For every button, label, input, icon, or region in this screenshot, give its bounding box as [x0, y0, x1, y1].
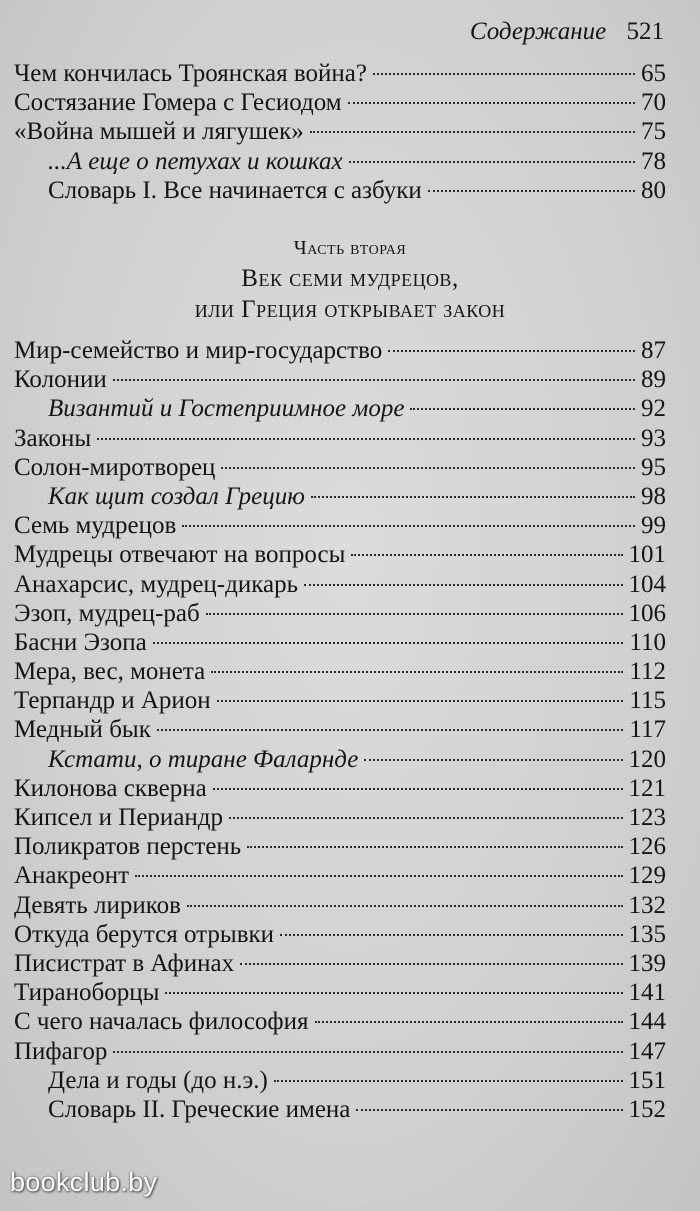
toc-entry-page: 129 — [628, 862, 666, 890]
toc-entry-title: Законы — [14, 424, 92, 452]
dot-leader — [351, 554, 622, 556]
toc-entry-title: Медный бык — [14, 716, 151, 744]
toc-entry-page: 87 — [641, 337, 666, 364]
dot-leader — [229, 817, 622, 819]
dot-leader — [304, 584, 623, 586]
toc-entry-title: Солон-миротворец — [14, 453, 216, 481]
toc-entry-page: 151 — [628, 1066, 666, 1094]
toc-entry-title: Словарь II. Греческие имена — [48, 1095, 351, 1123]
dot-leader — [311, 496, 635, 498]
toc-entry — [14, 921, 666, 950]
toc-entry — [14, 118, 666, 147]
toc-entry — [14, 658, 666, 687]
dot-leader — [165, 992, 622, 994]
toc-entry — [14, 892, 666, 921]
toc-entry-title: Чем кончилась Троянская война? — [14, 60, 367, 87]
toc-entry-title: Кстати, о тиране Фаларнде — [48, 745, 359, 773]
toc-entry — [14, 1067, 666, 1096]
toc-entry — [14, 746, 666, 775]
dot-leader — [274, 1080, 623, 1082]
toc-entry-page: 70 — [641, 89, 666, 117]
toc-entry-page: 132 — [628, 891, 666, 919]
toc-entry — [14, 629, 666, 658]
watermark-text: bookclub.by — [10, 1167, 158, 1197]
toc-entry — [14, 804, 666, 833]
toc-entry-page: 101 — [628, 541, 666, 569]
toc-entry-title: С чего началась философия — [14, 1008, 309, 1036]
toc-entry-title: Словарь I. Все начинается с азбуки — [48, 176, 422, 204]
toc-entry — [14, 366, 666, 395]
toc-entry-page: 106 — [628, 599, 666, 627]
toc-top-list — [14, 60, 666, 206]
toc-entry-title: Анахарсис, мудрец-дикарь — [14, 570, 298, 598]
toc-entry — [14, 395, 666, 424]
toc-entry-page: 80 — [641, 176, 666, 204]
toc-entry-page: 112 — [629, 658, 666, 686]
toc-entry-page: 147 — [628, 1037, 666, 1065]
toc-entry — [14, 454, 666, 483]
toc-entry-page: 98 — [641, 482, 666, 510]
dot-leader — [187, 905, 623, 907]
dot-leader — [113, 379, 635, 381]
toc-entry-title: Дела и годы (до н.э.) — [48, 1066, 268, 1094]
part-title-line1: Век семи мудрецов, — [241, 265, 459, 292]
toc-entry-page: 65 — [641, 60, 666, 87]
toc-entry-title: ...А еще о петухах и кошках — [48, 147, 343, 175]
toc-entry-title: Поликратов перстень — [14, 833, 242, 861]
dot-leader — [206, 613, 623, 615]
dot-leader — [97, 438, 635, 440]
toc-entry-page: 123 — [628, 804, 666, 831]
toc-entry-title: Состязание Гомера с Гесиодом — [14, 89, 342, 117]
toc-entry — [14, 483, 666, 512]
toc-entry-page: 92 — [641, 395, 666, 423]
dot-leader — [388, 350, 635, 352]
running-head-page-number: 521 — [626, 18, 664, 45]
toc-entry-title: Килонова скверна — [14, 774, 207, 802]
toc-entry — [14, 177, 666, 206]
toc-entry — [14, 979, 666, 1008]
toc-entry-title: Кипсел и Периандр — [14, 804, 224, 831]
toc-entry — [14, 512, 666, 541]
toc-entry-title: Терпандр и Арион — [14, 687, 211, 715]
toc-entry-title: Девять лириков — [14, 891, 181, 919]
toc-entry-title: Мудрецы отвечают на вопросы — [14, 541, 346, 569]
dot-leader — [349, 161, 635, 163]
toc-entry — [14, 833, 666, 862]
toc-entry — [14, 148, 666, 177]
toc-entry-title: Тираноборцы — [14, 979, 160, 1007]
toc-entry-title: Византий и Гостеприимное море — [48, 395, 405, 423]
dot-leader — [135, 875, 622, 877]
dot-leader — [348, 102, 635, 104]
dot-leader — [315, 1021, 623, 1023]
dot-leader — [157, 729, 624, 731]
toc-entry-page: 139 — [628, 949, 666, 977]
toc-entry — [14, 1038, 666, 1067]
toc-entry — [14, 1096, 666, 1125]
dot-leader — [217, 700, 624, 702]
toc-entry-page: 95 — [641, 453, 666, 481]
toc-entry-page: 115 — [629, 687, 666, 715]
toc-entry-page: 110 — [629, 628, 666, 656]
toc-entry — [14, 950, 666, 979]
toc-entry-page: 144 — [628, 1008, 666, 1036]
toc-entry-page: 78 — [641, 147, 666, 175]
toc-entry — [14, 571, 666, 600]
dot-leader — [247, 846, 622, 848]
toc-entry — [14, 775, 666, 804]
toc-entry — [14, 862, 666, 891]
part-title-line2: или Греция открывает закон — [194, 296, 506, 323]
toc-entry-page: 152 — [628, 1095, 666, 1123]
toc-entry — [14, 337, 666, 366]
toc-entry — [14, 89, 666, 118]
running-head — [470, 18, 664, 46]
dot-leader — [364, 759, 622, 761]
toc-entry-title: Мера, вес, монета — [14, 658, 206, 686]
dot-leader — [240, 963, 622, 965]
toc-entry-title: Как щит создал Грецию — [48, 482, 305, 510]
toc-entry-title: Семь мудрецов — [14, 512, 177, 540]
dot-leader — [182, 525, 635, 527]
toc-entry — [14, 1008, 666, 1037]
toc-entry-page: 121 — [628, 774, 666, 802]
dot-leader — [153, 642, 624, 644]
running-head-title: Содержание — [469, 18, 607, 45]
dot-leader — [428, 190, 635, 192]
toc-entry — [14, 687, 666, 716]
toc-entry — [14, 716, 666, 745]
dot-leader — [410, 408, 635, 410]
toc-entry — [14, 541, 666, 570]
toc-entry-page: 120 — [628, 745, 666, 773]
toc-entry-title: Откуда берутся отрывки — [14, 920, 275, 948]
toc-entry-title: Писистрат в Афинах — [14, 949, 235, 977]
toc-entry — [14, 600, 666, 629]
dot-leader — [211, 671, 623, 673]
toc-entry-title: Эзоп, мудрец-раб — [14, 599, 200, 627]
toc-entry-title: Басни Эзопа — [14, 628, 147, 656]
part-label: Часть вторая — [293, 237, 407, 259]
dot-leader — [373, 73, 635, 75]
toc-entry-page: 141 — [628, 979, 666, 1007]
toc-main-list — [14, 337, 666, 1125]
toc-entry-title: Мир-семейство и мир-государство — [14, 337, 383, 364]
part-heading — [0, 233, 700, 325]
toc-entry-title: «Война мышей и лягушек» — [14, 118, 304, 146]
toc-entry-page: 75 — [641, 118, 666, 146]
toc-entry-page: 99 — [641, 512, 666, 540]
toc-entry-title: Пифагор — [14, 1037, 108, 1065]
toc-entry-page: 135 — [628, 920, 666, 948]
toc-entry — [14, 60, 666, 89]
toc-entry — [14, 425, 666, 454]
toc-entry-title: Анакреонт — [14, 862, 130, 890]
toc-entry-page: 117 — [629, 716, 666, 744]
dot-leader — [356, 1109, 622, 1111]
dot-leader — [280, 934, 622, 936]
toc-entry-title: Колонии — [14, 366, 107, 394]
dot-leader — [113, 1051, 622, 1053]
dot-leader — [310, 131, 635, 133]
toc-entry-page: 89 — [641, 366, 666, 394]
toc-entry-page: 93 — [641, 424, 666, 452]
dot-leader — [213, 788, 623, 790]
toc-entry-page: 104 — [628, 570, 666, 598]
toc-entry-page: 126 — [628, 833, 666, 861]
dot-leader — [221, 467, 635, 469]
